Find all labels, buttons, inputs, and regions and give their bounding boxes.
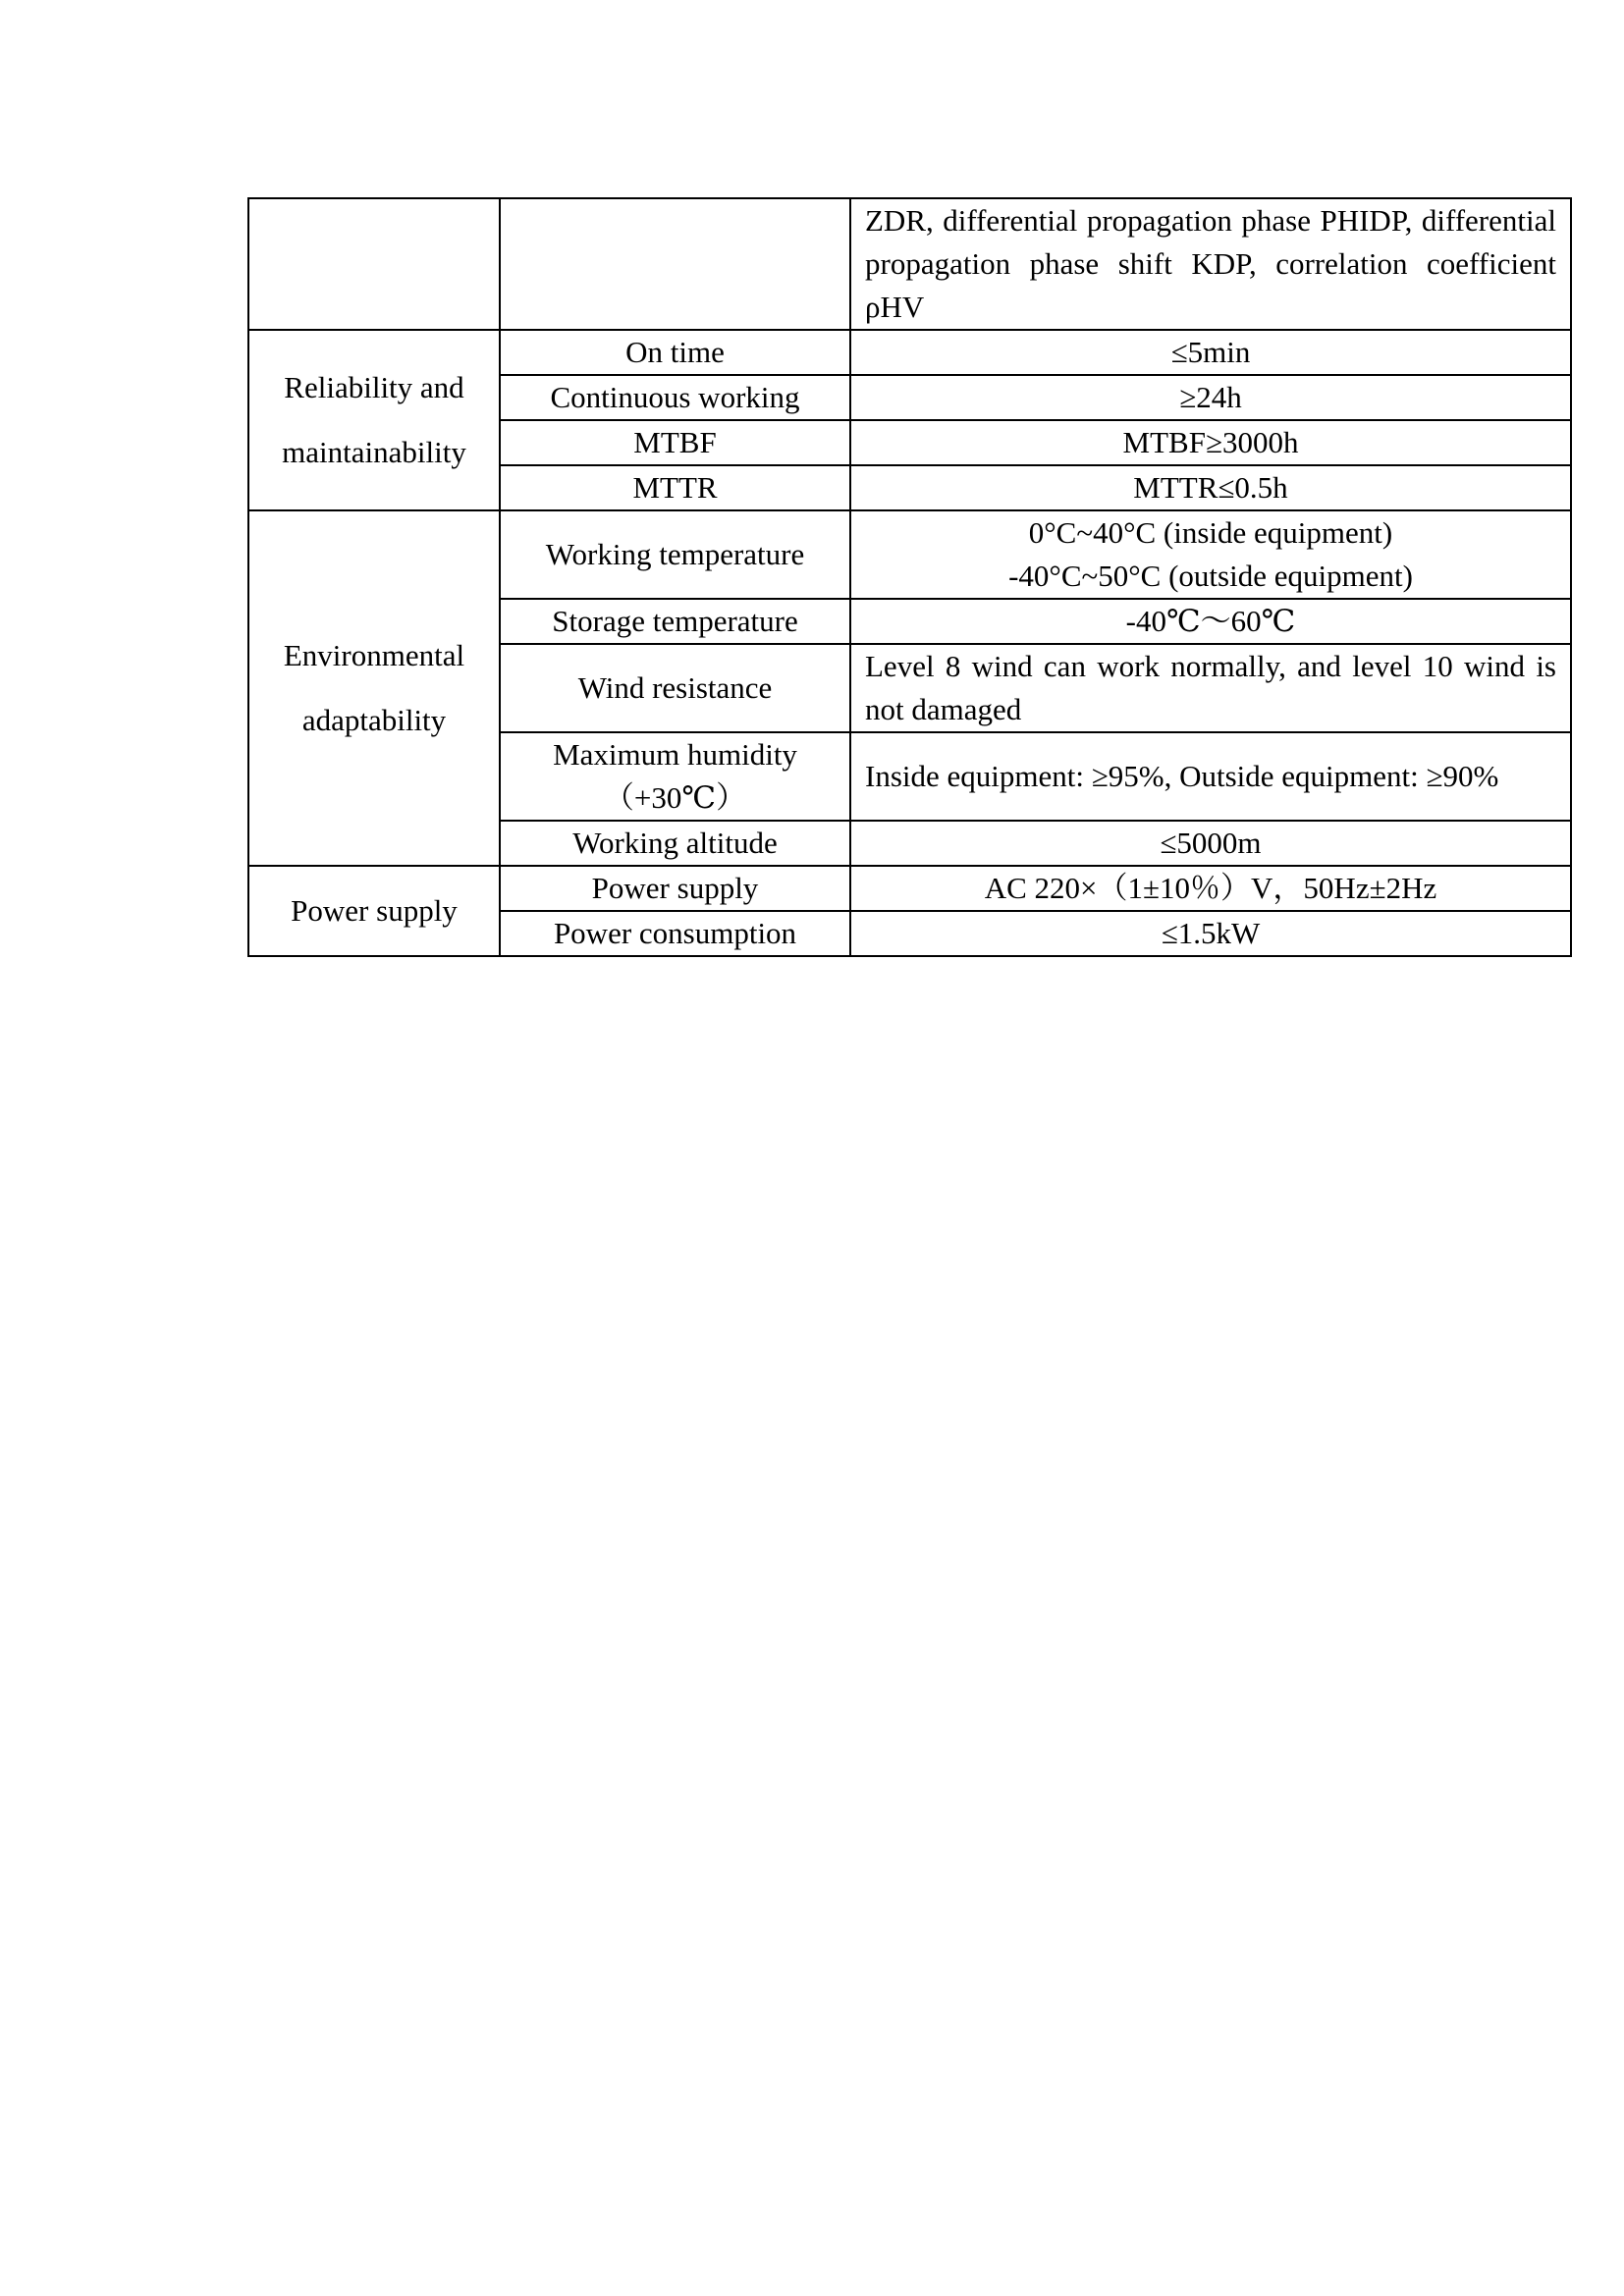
- value-cell: ZDR, differential propagation phase PHIDP, differential propagation phase shift KDP, correlation coefficient ρHV: [850, 198, 1571, 330]
- value-cell: Level 8 wind can work normally, and level 10 wind is not damaged: [850, 644, 1571, 732]
- item-line: （+30℃）: [603, 780, 747, 815]
- table-row: [248, 510, 1571, 599]
- item-cell: Continuous working: [500, 375, 850, 420]
- value-line: -40°C~50°C (outside equipment): [1008, 559, 1413, 593]
- item-cell: Storage temperature: [500, 599, 850, 644]
- item-cell-empty: [500, 198, 850, 330]
- group-cell-power: Power supply: [248, 866, 500, 956]
- value-cell: ≤5000m: [850, 821, 1571, 866]
- group-label: adaptability: [301, 703, 447, 737]
- item-cell: [500, 732, 850, 821]
- group-label: Environmental: [283, 638, 465, 672]
- item-cell: MTBF: [500, 420, 850, 465]
- value-line: 0°C~40°C (inside equipment): [1028, 515, 1393, 550]
- value-cell: MTTR≤0.5h: [850, 465, 1571, 510]
- value-cell: [850, 510, 1571, 599]
- item-cell: Power supply: [500, 866, 850, 911]
- group-label: Reliability and: [284, 370, 464, 404]
- value-cell: ≥24h: [850, 375, 1571, 420]
- group-cell-environmental: [248, 510, 500, 866]
- value-cell: Inside equipment: ≥95%, Outside equipment: ≥90%: [850, 732, 1571, 821]
- item-cell: MTTR: [500, 465, 850, 510]
- item-line: Maximum humidity: [553, 737, 797, 772]
- item-cell: Wind resistance: [500, 644, 850, 732]
- value-cell: -40℃～60℃: [850, 599, 1571, 644]
- item-cell: On time: [500, 330, 850, 375]
- item-cell: Working altitude: [500, 821, 850, 866]
- group-cell-empty: [248, 198, 500, 330]
- group-label: maintainability: [282, 435, 466, 469]
- group-cell-reliability: [248, 330, 500, 510]
- value-cell: AC 220×（1±10％）V，50Hz±2Hz: [850, 866, 1571, 911]
- item-cell: Power consumption: [500, 911, 850, 956]
- value-cell: ≤1.5kW: [850, 911, 1571, 956]
- table-row: [248, 330, 1571, 375]
- value-cell: MTBF≥3000h: [850, 420, 1571, 465]
- item-cell: Working temperature: [500, 510, 850, 599]
- specification-table: [247, 197, 1572, 957]
- value-cell: ≤5min: [850, 330, 1571, 375]
- table-row: [248, 866, 1571, 911]
- table-row: [248, 198, 1571, 330]
